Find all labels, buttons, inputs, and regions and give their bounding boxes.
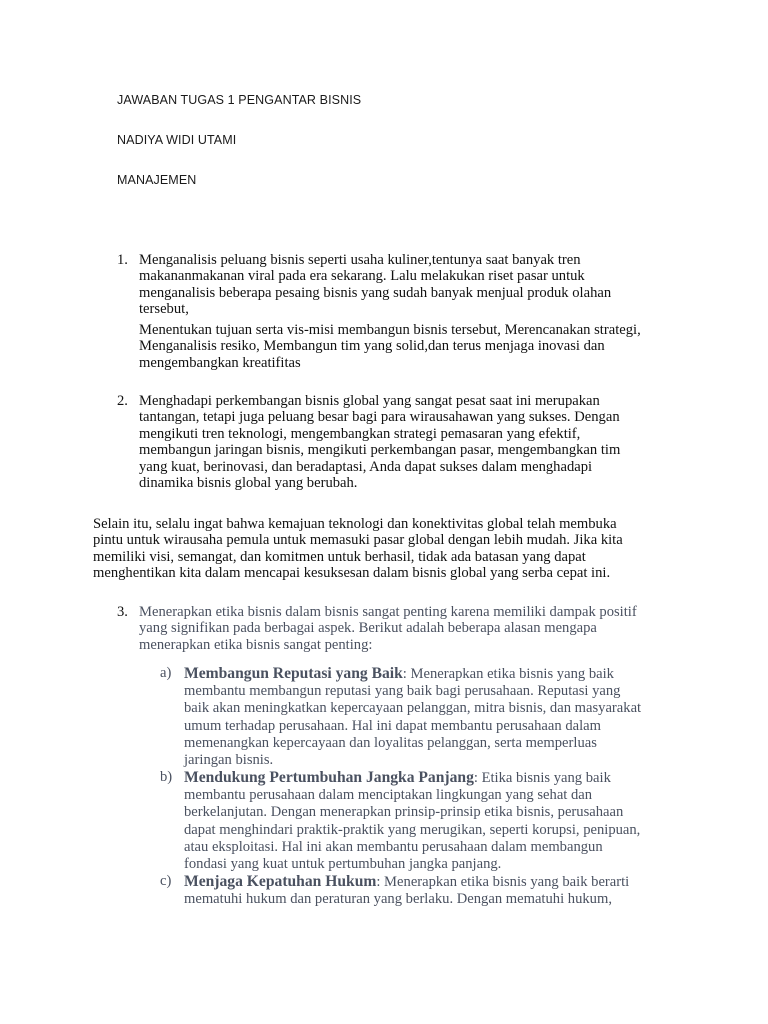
text-line: membantu perusahaan dalam menciptakan lingkungan yang sehat dan	[184, 787, 593, 804]
text-line: jaringan bisnis.	[184, 752, 274, 769]
list-item-3	[117, 604, 717, 660]
sub-item-label: c)	[160, 873, 172, 889]
study-program: MANAJEMEN	[117, 173, 197, 187]
text-line: Menerapkan etika bisnis dalam bisnis sangat penting karena memiliki dampak positif	[139, 604, 637, 620]
text-line: umum terhadap perusahaan. Hal ini dapat membantu perusahaan dalam	[184, 717, 601, 734]
text-line: membantu membangun reputasi yang baik bagi perusahaan. Reputasi yang	[184, 683, 621, 700]
document-title: JAWABAN TUGAS 1 PENGANTAR BISNIS	[117, 93, 362, 107]
text-line: Menghadapi perkembangan bisnis global yang sangat pesat saat ini merupakan	[139, 393, 600, 409]
text-line: menerapkan etika bisnis sangat penting:	[139, 636, 373, 653]
text-line: tantangan, tetapi juga peluang besar bagi para wirausahawan yang sukses. Dengan	[139, 409, 620, 426]
student-name: NADIYA WIDI UTAMI	[117, 133, 237, 147]
text-line: menghentikan kita dalam mencapai kesuksesan dalam bisnis global yang serba cepat ini.	[93, 565, 611, 582]
sub-item-heading: Mendukung Pertumbuhan Jangka Panjang	[184, 769, 474, 786]
text-line: yang kuat, berinovasi, dan beradaptasi, Anda dapat sukses dalam menghadapi	[139, 458, 593, 475]
text-line: membangun jaringan bisnis, mengikuti perkembangan pasar, mengembangkan tim	[139, 442, 621, 459]
text-line: Menganalisis peluang bisnis seperti usaha kuliner,tentunya saat banyak tren	[139, 252, 581, 268]
list-number: 1.	[117, 252, 128, 268]
text-line: dapat menghindari praktik-praktik yang merugikan, seperti korupsi, penipuan,	[184, 821, 641, 838]
text-line: mengembangkan kreatifitas	[139, 354, 301, 371]
list-item-2	[117, 393, 717, 493]
text-line: makananmakanan viral pada era sekarang. Lalu melakukan riset pasar untuk	[139, 268, 585, 285]
sub-item-b	[160, 769, 720, 873]
text-line: atau eksploitasi. Hal ini akan membantu perusahaan dalam membangun	[184, 838, 603, 855]
text-line: menganalisis beberapa pesaing bisnis yang sudah banyak menjual produk olahan	[139, 284, 612, 301]
text-line: Menentukan tujuan serta vis-misi membangun bisnis tersebut, Merencanakan strategi,	[139, 322, 641, 338]
sub-item-heading: Membangun Reputasi yang Baik	[184, 665, 403, 682]
text-line: mengikuti tren teknologi, mengembangkan strategi pemasaran yang efektif,	[139, 425, 581, 442]
text-line: berkelanjutan. Dengan menerapkan prinsip-prinsip etika bisnis, perusahaan	[184, 804, 624, 821]
body-paragraph	[93, 516, 733, 582]
text-line: dinamika bisnis global yang berubah.	[139, 475, 358, 492]
text-line: yang signifikan pada berbagai aspek. Berikut adalah beberapa alasan mengapa	[139, 620, 597, 637]
text-line: : Menerapkan etika bisnis yang baik berarti	[376, 874, 630, 890]
list-number: 3.	[117, 604, 128, 620]
sub-item-a	[160, 665, 720, 769]
text-line: baik akan meningkatkan kepercayaan pelanggan, mitra bisnis, dan masyarakat	[184, 700, 642, 717]
text-line: memenangkan kepercayaan dan loyalitas pelanggan, serta memperluas	[184, 734, 597, 751]
text-line: fondasi yang kuat untuk pertumbuhan jangka panjang.	[184, 856, 502, 873]
text-line: Selain itu, selalu ingat bahwa kemajuan teknologi dan konektivitas global telah membuka	[93, 516, 617, 532]
sub-item-label: a)	[160, 665, 172, 681]
text-line: : Menerapkan etika bisnis yang baik	[402, 666, 614, 682]
sub-item-label: b)	[160, 769, 173, 785]
list-number: 2.	[117, 393, 128, 409]
text-line: memiliki visi, semangat, dan komitmen untuk berhasil, tidak ada batasan yang dapat	[93, 548, 586, 565]
text-line: pintu untuk wirausaha pemula untuk memasuki pasar global dengan lebih mudah. Jika kita	[93, 532, 623, 549]
sub-item-c	[160, 873, 720, 913]
text-line: mematuhi hukum dan peraturan yang berlaku. Dengan mematuhi hukum,	[184, 891, 612, 908]
sub-item-heading: Menjaga Kepatuhan Hukum	[184, 873, 377, 890]
text-line: tersebut,	[139, 301, 189, 318]
text-line: : Etika bisnis yang baik	[473, 770, 611, 786]
text-line: Menganalisis resiko, Membangun tim yang solid,dan terus menjaga inovasi dan	[139, 338, 605, 355]
list-item-1	[117, 252, 717, 372]
